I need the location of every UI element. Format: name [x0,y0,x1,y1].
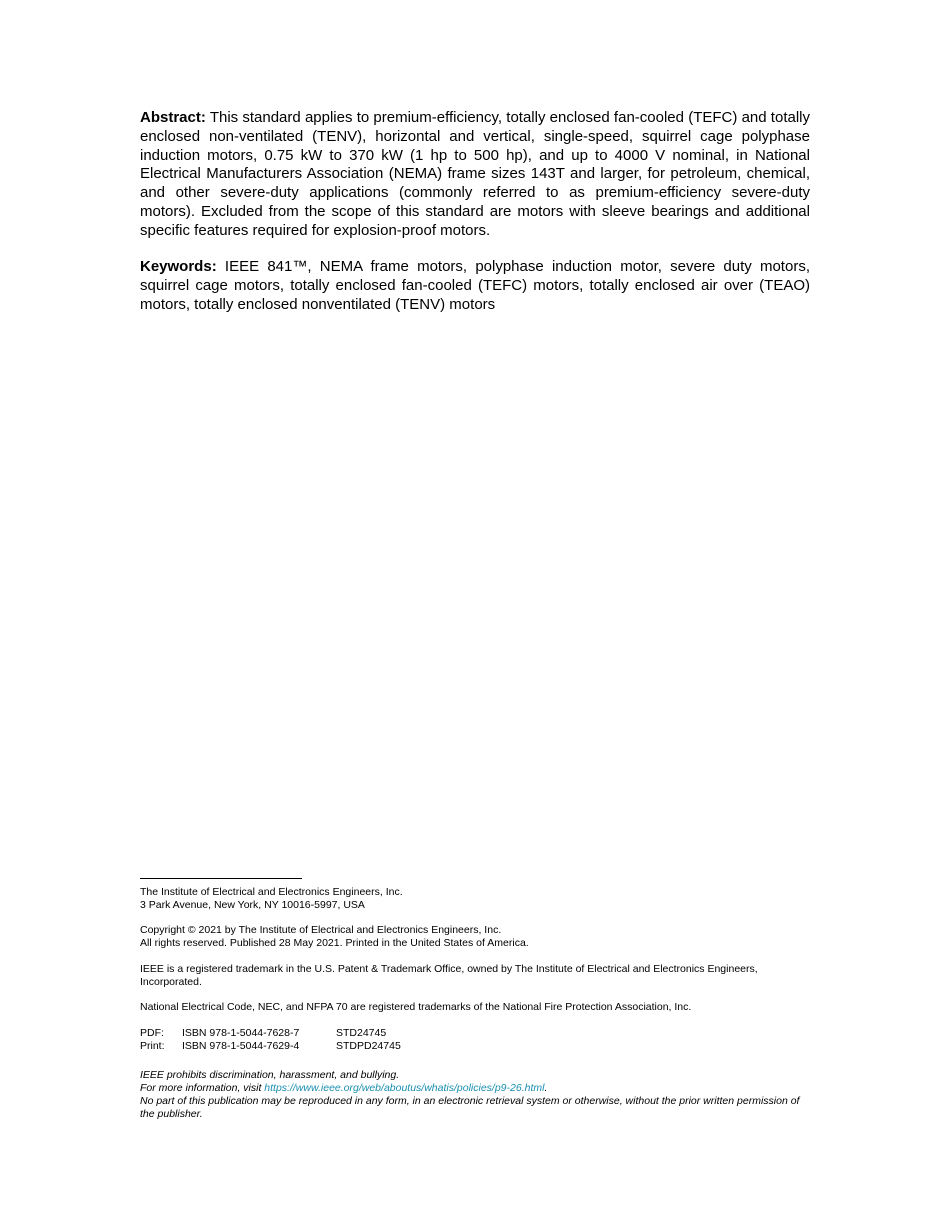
policy-notice [140,1069,812,1121]
keywords-label: Keywords: [140,258,217,275]
isbn-format: Print: [140,1040,165,1052]
abstract-text: This standard applies to premium-efficiency, totally enclosed fan-cooled (TEFC) and totally enclosed non-ventilated (TENV), horizontal and vertical, single-speed, squirrel cage polyphase induction motors, 0.75 kW to 370 kW (1 hp to 500 hp), and up to 4000 V nominal, in National Electrical Manufacturers Association (NEMA) frame sizes 143T and larger, for petroleum, chemical, and other severe-duty applications (commonly referred to as premium-efficiency severe-duty motors). Excluded from the scope of this standard are motors with sleeve bearings and additional specific features required for explosion-proof motors. [140,109,810,239]
isbn-number: ISBN 978-1-5044-7629-4 [182,1040,300,1052]
policy-link[interactable]: https://www.ieee.org/web/aboutus/whatis/policies/p9-26.html [264,1082,545,1094]
publisher-street: 3 Park Avenue, New York, NY 10016-5997, USA [140,899,365,911]
abstract-paragraph [140,109,810,241]
ieee-trademark-notice: IEEE is a registered trademark in the U.S. Patent & Trademark Office, owned by The Institute of Electrical and Electronics Engineers, Incorporated. [140,963,758,988]
isbn-code: STDPD24745 [336,1040,401,1052]
copyright-line: Copyright © 2021 by The Institute of Electrical and Electronics Engineers, Inc. [140,924,502,936]
isbn-table [140,1027,812,1053]
copyright-notice [140,924,812,950]
abstract-label: Abstract: [140,109,206,126]
isbn-row-print [140,1040,812,1053]
isbn-format: PDF: [140,1027,164,1039]
isbn-code: STD24745 [336,1027,387,1039]
reproduction-notice: No part of this publication may be reproduced in any form, in an electronic retrieval system or otherwise, without the prior written permission of the publisher. [140,1095,800,1120]
keywords-paragraph [140,258,810,314]
footnote-divider [140,878,302,879]
isbn-row-pdf [140,1027,812,1040]
keywords-text: IEEE 841™, NEMA frame motors, polyphase induction motor, severe duty motors, squirrel cage motors, totally enclosed fan-cooled (TEFC) motors, totally enclosed air over (TEAO) motors, totally enclosed nonventilated (TENV) motors [140,258,810,313]
nec-trademark-notice: National Electrical Code, NEC, and NFPA 70 are registered trademarks of the National Fire Protection Association, Inc. [140,1001,692,1013]
publisher-name: The Institute of Electrical and Electronics Engineers, Inc. [140,886,403,898]
discrimination-notice: IEEE prohibits discrimination, harassment, and bullying. [140,1069,400,1081]
more-info-prefix: For more information, visit [140,1082,265,1094]
rights-reserved-line: All rights reserved. Published 28 May 2021. Printed in the United States of America. [140,937,529,949]
more-info-suffix: . [544,1082,548,1094]
publisher-address [140,886,812,912]
isbn-number: ISBN 978-1-5044-7628-7 [182,1027,300,1039]
more-info-line [140,1082,812,1095]
